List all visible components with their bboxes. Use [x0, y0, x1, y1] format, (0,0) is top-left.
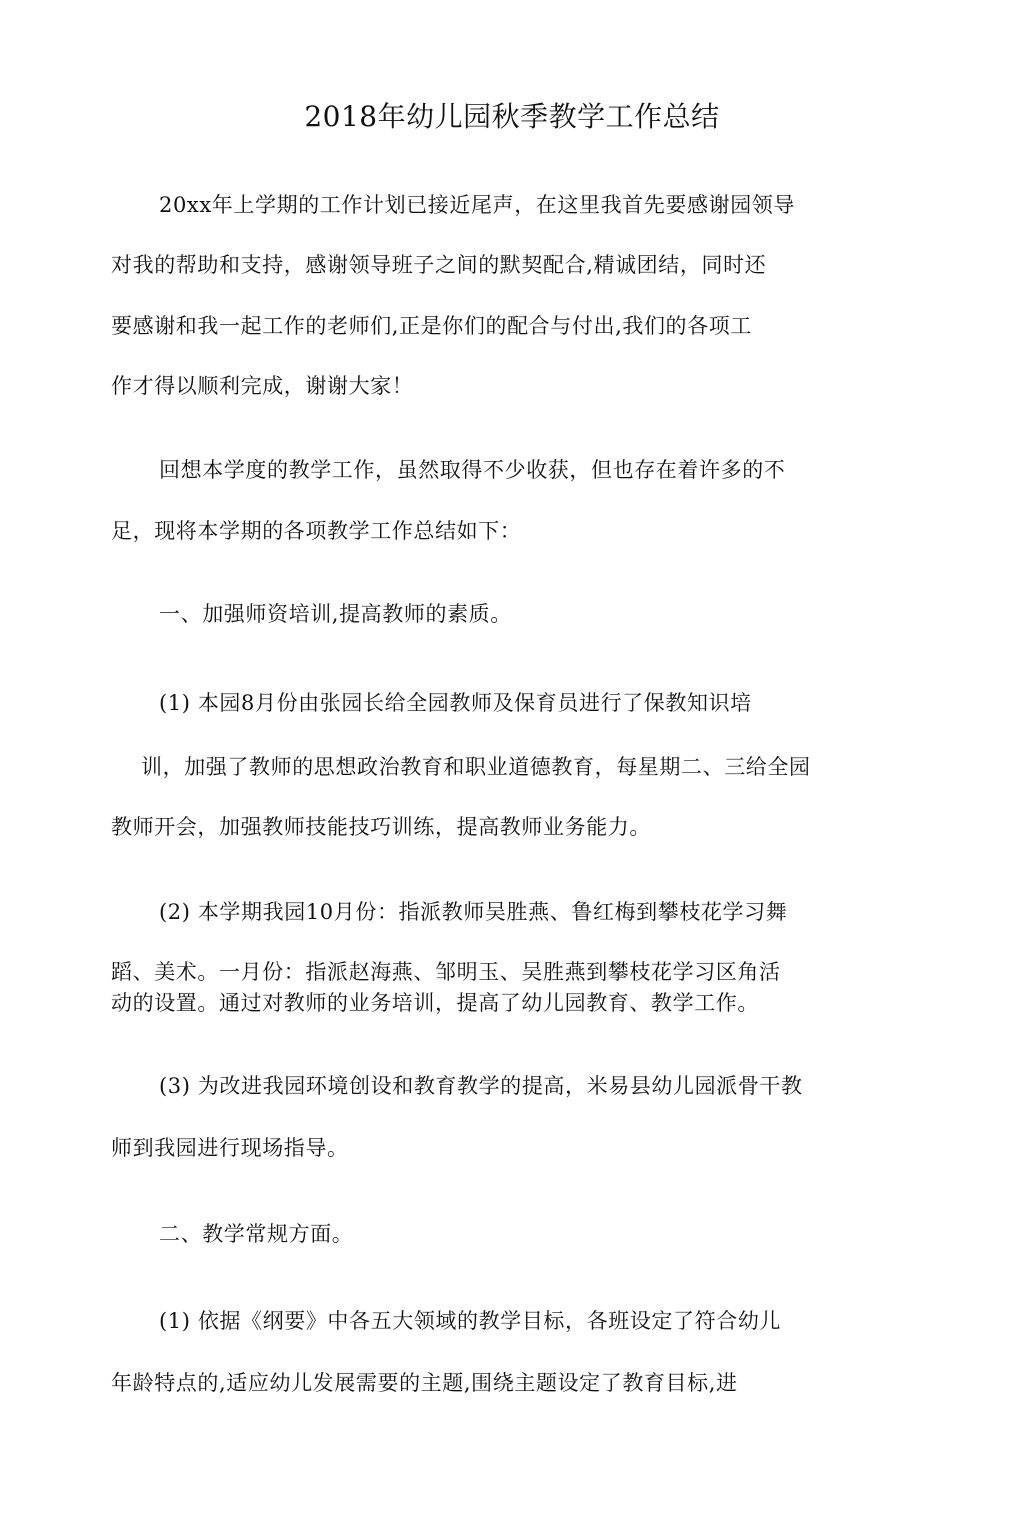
- section-heading: 二、教学常规方面。: [159, 1222, 354, 1246]
- document-title: 2018年幼儿园秋季教学工作总结: [304, 100, 720, 133]
- paragraph-line: (1) 依据《纲要》中各五大领域的教学目标，各班设定了符合幼儿: [159, 1309, 782, 1333]
- paragraph-line: 作才得以顺利完成，谢谢大家！: [111, 374, 414, 398]
- paragraph-line: 教师开会，加强教师技能技巧训练，提高教师业务能力。: [111, 815, 651, 839]
- paragraph-line: 要感谢和我一起工作的老师们,正是你们的配合与付出,我们的各项工: [111, 314, 752, 338]
- paragraph-line: 师到我园进行现场指导。: [111, 1136, 349, 1160]
- paragraph-line: 蹈、美术。一月份：指派赵海燕、邹明玉、吴胜燕到攀枝花学习区角活: [111, 960, 781, 984]
- paragraph-line: 20xx年上学期的工作计划已接近尾声，在这里我首先要感谢园领导: [159, 193, 796, 217]
- section-heading: 一、加强师资培训,提高教师的素质。: [159, 602, 512, 626]
- paragraph-line: (1) 本园8月份由张园长给全园教师及保育员进行了保教知识培: [159, 691, 752, 715]
- paragraph-line: 训，加强了教师的思想政治教育和职业道德教育，每星期二、三给全园: [141, 755, 811, 779]
- paragraph-line: 动的设置。通过对教师的业务培训，提高了幼儿园教育、教学工作。: [111, 991, 759, 1015]
- paragraph-line: 年龄特点的,适应幼儿发展需要的主题,围绕主题设定了教育目标,进: [111, 1371, 738, 1395]
- paragraph-line: (2) 本学期我园10月份：指派教师吴胜燕、鲁红梅到攀枝花学习舞: [159, 900, 788, 924]
- paragraph-line: (3) 为改进我园环境创设和教育教学的提高，米易县幼儿园派骨干教: [159, 1074, 803, 1098]
- paragraph-line: 足，现将本学期的各项教学工作总结如下：: [111, 519, 522, 543]
- paragraph-line: 回想本学度的教学工作，虽然取得不少收获，但也存在着许多的不: [159, 458, 786, 482]
- paragraph-line: 对我的帮助和支持，感谢领导班子之间的默契配合,精诚团结，同时还: [111, 253, 767, 277]
